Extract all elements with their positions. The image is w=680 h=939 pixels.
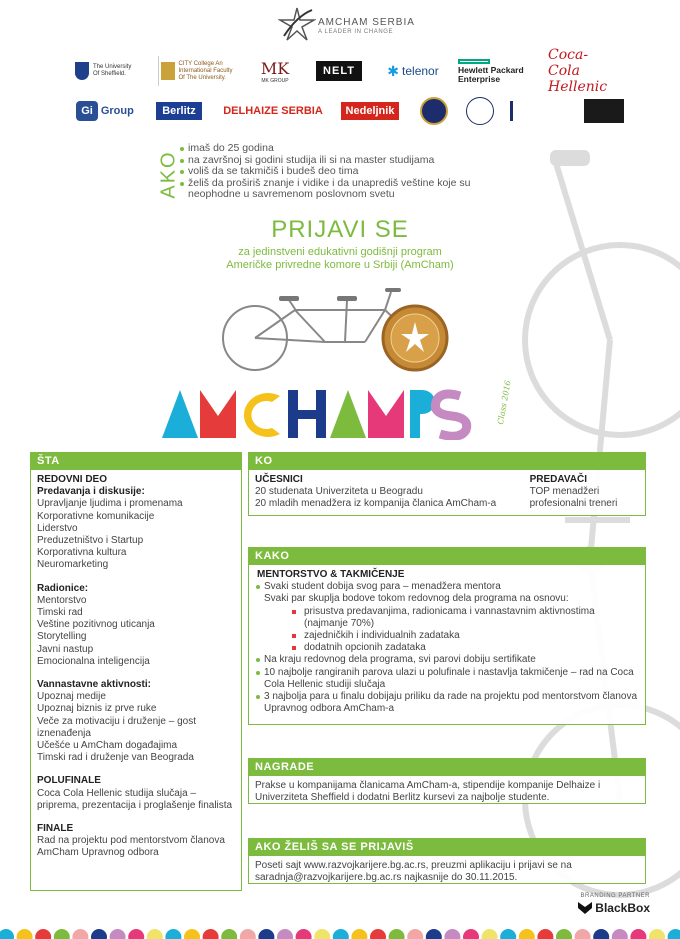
decorative-dot xyxy=(35,929,51,939)
cta-line-2: Američke privredne komore u Srbiji (AmCham) xyxy=(226,259,454,271)
decorative-dot xyxy=(426,929,442,939)
list-item: voliš da se takmičiš i budeš deo tima xyxy=(180,166,510,178)
city-college-logo: CITY College An International Faculty Of The University. xyxy=(158,56,236,86)
decorative-dot xyxy=(444,929,460,939)
cta-title: PRIJAVI SE xyxy=(271,216,409,243)
list-item: 3 najbolja para u finalu dobijaju priliku da rade na projektu pod mentorstvom članova Upravnog odbora AmCham-a xyxy=(255,691,639,715)
decorative-dot xyxy=(649,929,665,939)
nagrade-text: Prakse u kompanijama članicama AmCham-a, stipendije kompanije Delhaize i Univerziteta Sheffield i dodatni Berlitz kursevi za najbolje studente. xyxy=(255,780,601,804)
decorative-dot xyxy=(333,929,349,939)
decorative-dot xyxy=(110,929,126,939)
decorative-dot xyxy=(203,929,219,939)
decorative-dot xyxy=(519,929,535,939)
kako-title: MENTORSTVO & TAKMIČENJE xyxy=(257,569,405,580)
list-item: Neuromarketing xyxy=(37,559,109,571)
delhaize-logo: DELHAIZE SERBIA xyxy=(223,105,323,117)
list-item: Upoznaj medije xyxy=(37,691,106,703)
amchamps-logo xyxy=(160,388,510,440)
ucesnici-title: UČESNICI xyxy=(255,474,303,485)
redovni-title: REDOVNI DEO xyxy=(37,474,108,485)
list-item: imaš do 25 godina xyxy=(180,143,510,155)
predavaci-line-1: TOP menadžeri xyxy=(529,486,600,498)
tandem-bicycle-illustration xyxy=(215,280,455,372)
decorative-dot xyxy=(593,929,609,939)
dark-partner-logo xyxy=(578,96,630,126)
list-item: želiš da proširiš znanje i vidike i da unaprediš veštine koje su neophodne u savremenom poslovnom svetu xyxy=(180,178,510,201)
kako-heading: KAKO xyxy=(249,548,645,565)
list-item: Svaki student dobija svog para – menadžera mentora Svaki par skuplja bodove tokom redovnog dela programa na osnovu: prisustva predavanjima, radionicama i vannastavnim aktivnostima (najmanje 70%) zajedničkih i individualnih zadataka dodatnih opcionih zadataka xyxy=(255,581,639,654)
decorative-dot xyxy=(72,929,88,939)
decorative-dot xyxy=(482,929,498,939)
decorative-dot xyxy=(630,929,646,939)
decorative-dot xyxy=(258,929,274,939)
ako-label: AKO xyxy=(157,150,180,199)
ucesnici-line-2: 20 mladih menadžera iz kompanija članica AmCham-a xyxy=(255,498,497,510)
hpe-logo: Hewlett Packard Enterprise xyxy=(458,56,538,86)
list-item: Timski rad i druženje van Beograda xyxy=(37,752,194,764)
list-item: Emocionalna inteligencija xyxy=(37,655,150,667)
sub-list-item: prisustva predavanjima, radionicama i vannastavnim aktivnostima (najmanje 70%) xyxy=(292,606,639,630)
decorative-dot xyxy=(277,929,293,939)
ucesnici-line-1: 20 studenata Univerziteta u Beogradu xyxy=(255,486,423,498)
list-item: Javni nastup xyxy=(37,643,94,655)
sub-list-item: zajedničkih i individualnih zadataka xyxy=(292,630,639,642)
nagrade-heading: NAGRADE xyxy=(249,759,645,776)
decorative-dot xyxy=(407,929,423,939)
decorative-dot xyxy=(370,929,386,939)
decorative-dot xyxy=(351,929,367,939)
decorative-dot xyxy=(17,929,33,939)
sheffield-logo: The University Of Sheffield. xyxy=(74,56,134,86)
predavaci-title: PREDAVAČI xyxy=(529,474,587,485)
amcham-logo xyxy=(278,6,418,42)
sponsor-logos-row-2 xyxy=(70,96,630,126)
career-center-logo xyxy=(460,96,500,126)
list-item: Korporativna kultura xyxy=(37,547,127,559)
decorative-dot xyxy=(556,929,572,939)
decorative-dot xyxy=(147,929,163,939)
ako-list xyxy=(180,143,510,201)
class-year-label: Class 2016 xyxy=(495,379,513,426)
list-item: Upravljanje ljudima i promenama xyxy=(37,498,183,510)
list-item: Na kraju redovnog dela programa, svi parovi dobiju sertifikate xyxy=(255,654,639,666)
sta-heading: ŠTA xyxy=(31,453,241,470)
prijava-box xyxy=(248,838,646,884)
finale-text: Rad na projektu pod mentorstvom članova AmCham Upravnog odbora xyxy=(37,835,225,859)
list-item: Upoznaj biznis iz prve ruke xyxy=(37,703,157,715)
dot-border xyxy=(0,926,680,939)
list-item: Storytelling xyxy=(37,631,87,643)
blackbox-icon xyxy=(578,902,592,914)
nedeljnik-logo: Nedeljnik xyxy=(336,96,404,126)
predavaci-line-2: profesionalni treneri xyxy=(529,498,618,510)
telenor-logo: ✱ telenor xyxy=(387,62,439,79)
list-item: Učešće u AmCham događajima xyxy=(37,740,178,752)
list-item: na završnoj si godini studija ili si na master studijama xyxy=(180,155,510,167)
decorative-dot xyxy=(128,929,144,939)
partner-label: BRANDING PARTNER xyxy=(580,893,650,899)
education-partner-logo xyxy=(506,96,566,126)
decorative-dot xyxy=(500,929,516,939)
sponsor-logos-row-1 xyxy=(70,47,630,95)
decorative-dot xyxy=(91,929,107,939)
list-item: Mentorstvo xyxy=(37,594,87,606)
predavanja-title: Predavanja i diskusije: xyxy=(37,486,145,498)
decorative-dot xyxy=(314,929,330,939)
decorative-dot xyxy=(0,929,14,939)
decorative-dot xyxy=(575,929,591,939)
ko-box xyxy=(248,452,646,516)
prijava-text: Poseti sajt www.razvojkarijere.bg.ac.rs, preuzmi aplikaciju i prijavi se na saradnja@razvojkarijere.bg.ac.rs najkasnije do 30.11.2015. xyxy=(255,860,572,884)
decorative-dot xyxy=(668,929,680,939)
ko-heading: KO xyxy=(249,453,645,470)
finale-title: FINALE xyxy=(37,823,74,835)
polufinale-title: POLUFINALE xyxy=(37,775,101,787)
prijava-heading: AKO ŽELIŠ SA SE PRIJAVIŠ xyxy=(249,839,645,856)
berlitz-logo: Berlitz xyxy=(148,96,210,126)
list-item: Timski rad xyxy=(37,607,83,619)
decorative-dot xyxy=(184,929,200,939)
decorative-dot xyxy=(221,929,237,939)
gi-group-logo: Gi Group xyxy=(72,96,138,126)
polufinale-text: Coca Cola Hellenic studija slučaja – priprema, prezentacija i proglašenje finalista xyxy=(37,787,233,811)
star-icon xyxy=(278,6,316,42)
list-item: Veštine pozitivnog uticanja xyxy=(37,619,155,631)
nelt-logo: NELT xyxy=(314,56,364,86)
nagrade-box xyxy=(248,758,646,804)
cta-line-1: za jedinstveni edukativni godišnji program xyxy=(238,246,442,258)
coca-cola-hellenic-logo: Coca-Cola Hellenic xyxy=(548,47,608,95)
decorative-dot xyxy=(240,929,256,939)
kako-box xyxy=(248,547,646,725)
cta-block xyxy=(200,216,480,272)
decorative-dot xyxy=(54,929,70,939)
decorative-dot xyxy=(296,929,312,939)
list-item: Liderstvo xyxy=(37,522,78,534)
decorative-dot xyxy=(537,929,553,939)
org-name: AMCHAM SERBIA xyxy=(318,17,415,28)
org-tagline: A LEADER IN CHANGE xyxy=(318,29,394,35)
list-item: Veče za motivaciju i druženje – gost iznenađenja xyxy=(37,715,196,739)
radionice-title: Radionice: xyxy=(37,582,89,594)
decorative-dot xyxy=(612,929,628,939)
vannastavne-title: Vannastavne aktivnosti: xyxy=(37,679,151,691)
decorative-dot xyxy=(165,929,181,939)
list-item: Preduzetništvo i Startup xyxy=(37,535,144,547)
branding-partner xyxy=(560,893,650,915)
list-item: 10 najbolje rangiranih parova ulazi u polufinale i nastavlja takmičenje – rad na Coca Cola Hellenic studiji slučaja xyxy=(255,667,639,691)
university-seal-logo xyxy=(414,96,454,126)
blackbox-logo: BlackBox xyxy=(560,901,650,915)
mk-group-logo: MK MK GROUP xyxy=(260,58,290,84)
list-item: Korporativne komunikacije xyxy=(37,510,155,522)
decorative-dot xyxy=(389,929,405,939)
sub-list-item: dodatnih opcionih zadataka xyxy=(292,642,639,654)
sta-box xyxy=(30,452,242,891)
decorative-dot xyxy=(463,929,479,939)
